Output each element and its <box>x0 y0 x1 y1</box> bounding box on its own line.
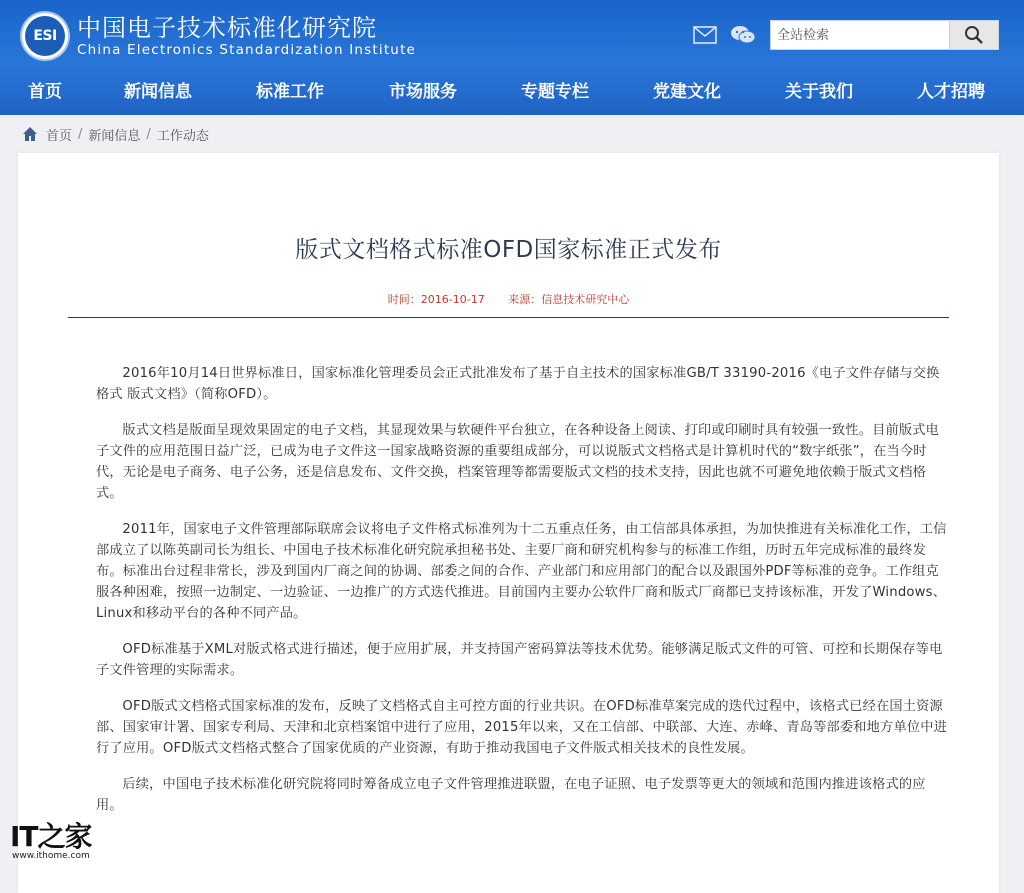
mail-icon[interactable] <box>692 24 718 46</box>
article-paragraph: OFD版式文档格式国家标准的发布，反映了文档格式自主可控方面的行业共识。在OFD标准草案完成的迭代过程中，该格式已经在国土资源部、国家审计署、国家专利局、天津和北京档案馆中进行了应用，2015年以来，又在工信部、中联部、大连、赤峰、青岛等部委和地方单位中进行了应用。OFD版式文档格式整合了国家优质的产业资源，有助于推动我国电子文件版式相关技术的良性发展。 <box>96 699 947 756</box>
watermark-url: www.ithome.com <box>12 851 90 861</box>
article-meta <box>18 291 999 307</box>
breadcrumb-separator: / <box>146 126 151 142</box>
article-source: 来源：信息技术研究中心 <box>508 293 630 306</box>
header-tools <box>692 20 768 50</box>
article-card <box>18 153 999 893</box>
article-title: 版式文档格式标准OFD国家标准正式发布 <box>295 237 722 263</box>
search-icon <box>964 25 984 45</box>
breadcrumb <box>22 124 209 144</box>
breadcrumb-separator: / <box>78 126 83 142</box>
nav-news[interactable]: 新闻信息 <box>124 82 192 102</box>
article-paragraph: 2011年，国家电子文件管理部际联席会议将电子文件格式标准列为十二五重点任务，由工信部具体承担，为加快推进有关标准化工作，工信部成立了以陈英副司长为组长、中国电子技术标准化研究院承担秘书处、主要厂商和研究机构参与的标准工作组，历时五年完成标准的最终发布。标准出台过程非常长，涉及到国内厂商之间的协调、部委之间的合作、产业部门和应用部门的配合以及跟国外PDF等标准的竞争。工作组克服各种困难，按照一边制定、一边验证、一边推广的方式迭代推进。目前国内主要办公软件厂商和版式厂商都已支持该标准，开发了Windows、Linux和移动平台的各种不同产品。 <box>96 522 947 621</box>
article-body <box>96 363 948 831</box>
ithome-watermark <box>10 815 105 865</box>
article-paragraph: 后续，中国电子技术标准化研究院将同时筹备成立电子文件管理推进联盟，在电子证照、电子发票等更大的领域和范围内推进该格式的应用。 <box>96 777 926 813</box>
org-name-cn: 中国电子技术标准化研究院 <box>77 14 377 42</box>
org-name-en: China Electronics Standardization Institute <box>77 42 417 58</box>
logo-badge-text: ESI <box>25 16 65 56</box>
article-paragraph: 版式文档是版面呈现效果固定的电子文档，其显现效果与软硬件平台独立，在各种设备上阅读、打印或印刷时具有较强一致性。目前版式电子文件的应用范围日益广泛，已成为电子文件这一国家战略资源的重要组成部分，可以说版式文档格式是计算机时代的“数字纸张”，在当今时代，无论是电子商务、电子公务，还是信息发布、文件交换，档案管理等都需要版式文档的技术支持，因此也就不可避免地依赖于版式文档格式。 <box>96 423 940 501</box>
breadcrumb-home[interactable]: 首页 <box>46 128 73 144</box>
article-paragraph: OFD标准基于XML对版式格式进行描述，便于应用扩展，并支持国产密码算法等技术优势。能够满足版式文件的可管、可控和长期保存等电子文件管理的实际需求。 <box>96 642 943 678</box>
site-header <box>0 0 1024 115</box>
logo-badge <box>22 13 68 59</box>
article-paragraph: 2016年10月14日世界标准日，国家标准化管理委员会正式批准发布了基于自主技术的国家标准GB/T 33190-2016《电子文件存储与交换格式 版式文档》（简称OFD）。 <box>96 366 940 402</box>
nav-home[interactable]: 首页 <box>28 82 62 102</box>
main-nav <box>0 72 1024 115</box>
site-search <box>770 20 999 50</box>
nav-about[interactable]: 关于我们 <box>785 82 853 102</box>
search-button[interactable] <box>949 21 998 49</box>
nav-party[interactable]: 党建文化 <box>653 82 721 102</box>
nav-market[interactable]: 市场服务 <box>389 82 457 102</box>
nav-topics[interactable]: 专题专栏 <box>521 82 589 102</box>
watermark-logo: IT之家 <box>10 820 92 853</box>
wechat-icon[interactable] <box>730 24 756 46</box>
breadcrumb-news[interactable]: 新闻信息 <box>88 128 141 144</box>
article-time: 时间：2016-10-17 <box>387 293 485 306</box>
home-icon[interactable] <box>22 126 38 142</box>
nav-standards[interactable]: 标准工作 <box>256 82 324 102</box>
search-input[interactable] <box>771 21 947 49</box>
site-logo[interactable] <box>22 12 416 60</box>
nav-careers[interactable]: 人才招聘 <box>917 82 985 102</box>
title-divider <box>68 317 949 318</box>
breadcrumb-current[interactable]: 工作动态 <box>156 128 209 144</box>
